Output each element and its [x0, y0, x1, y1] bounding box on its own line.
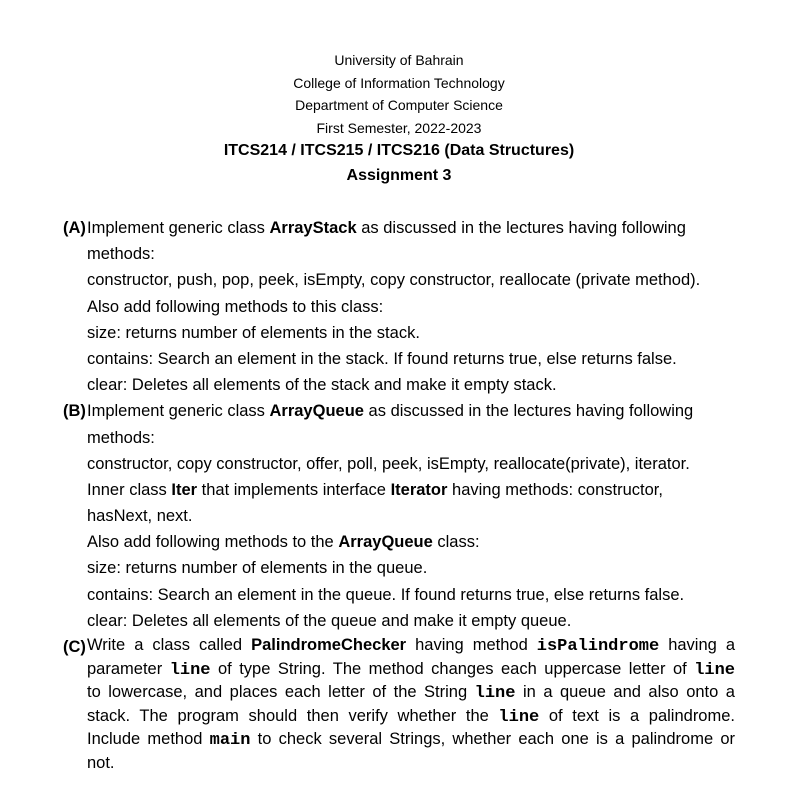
section-c-line-2: parameter line of type String. The method changes each uppercase letter of line	[87, 659, 735, 680]
section-b-line-6: Also add following methods to the ArrayQueue class:	[87, 533, 480, 552]
section-b-line-8: contains: Search an element in the queue. If found returns true, else returns false.	[87, 585, 685, 604]
code-main: main	[209, 731, 251, 750]
section-b-label: (B)	[63, 402, 86, 421]
section-c-line-4: stack. The program should then verify whether the line of text is a palindrome.	[87, 706, 735, 727]
section-b-line-3: constructor, copy constructor, offer, poll, peek, isEmpty, reallocate(private), iterator.	[87, 454, 690, 473]
section-c-line-3: to lowercase, and places each letter of the String line in a queue and also onto a	[87, 683, 735, 703]
department-name: Department of Computer Science	[295, 97, 503, 113]
section-b-line-9: clear: Deletes all elements of the queue and make it empty queue.	[87, 611, 572, 630]
code-line: line	[694, 660, 735, 680]
code-line: line	[474, 684, 516, 703]
code-line: line	[498, 707, 540, 727]
section-a-line-3: constructor, push, pop, peek, isEmpty, copy constructor, reallocate (private method).	[87, 271, 701, 290]
section-b-line-1: Implement generic class ArrayQueue as discussed in the lectures having following	[87, 402, 694, 421]
university-name: University of Bahrain	[334, 52, 464, 68]
assignment-body	[0, 215, 787, 775]
class-name-iter: Iter	[171, 480, 198, 499]
method-name-ispalindrome: isPalindrome	[536, 637, 660, 656]
class-name-arraystack: ArrayStack	[269, 219, 357, 237]
section-a-line-4: Also add following methods to this class:	[87, 297, 384, 316]
section-a-line-7: clear: Deletes all elements of the stack and make it empty stack.	[87, 376, 557, 395]
section-a-line-2: methods:	[87, 245, 155, 264]
section-b-line-4: Inner class Iter that implements interface Iterator having methods: constructor,	[87, 480, 663, 499]
section-a-line-1: Implement generic class ArrayStack as discussed in the lectures having following	[87, 219, 686, 237]
section-b-line-5: hasNext, next.	[87, 507, 193, 526]
section-a-line-5: size: returns number of elements in the stack.	[87, 323, 420, 342]
section-b	[0, 398, 787, 634]
section-a-line-6: contains: Search an element in the stack. If found returns true, else returns false.	[87, 349, 677, 368]
class-name-arrayqueue: ArrayQueue	[269, 402, 364, 421]
section-b-line-2: methods:	[87, 428, 155, 447]
section-c-line-5: Include method main to check several Strings, whether each one is a palindrome or	[87, 730, 735, 750]
code-line: line	[169, 660, 211, 680]
college-name: College of Information Technology	[293, 74, 505, 91]
assignment-title: Assignment 3	[346, 166, 452, 184]
interface-name-iterator: Iterator	[390, 480, 448, 499]
course-title: ITCS214 / ITCS215 / ITCS216 (Data Structures)	[223, 142, 575, 159]
semester: First Semester, 2022-2023	[316, 119, 482, 136]
section-c-line-1: Write a class called PalindromeChecker having method isPalindrome having a	[87, 636, 735, 656]
class-name-palindromechecker: PalindromeChecker	[251, 636, 407, 654]
document-header	[0, 49, 787, 188]
class-name-arrayqueue: ArrayQueue	[338, 533, 433, 552]
section-c-line-6: not.	[87, 753, 115, 772]
section-a-label: (A)	[63, 219, 86, 237]
section-c-label: (C)	[63, 638, 86, 656]
section-a	[0, 215, 787, 398]
section-b-line-7: size: returns number of elements in the queue.	[87, 559, 428, 578]
section-c	[0, 634, 787, 775]
